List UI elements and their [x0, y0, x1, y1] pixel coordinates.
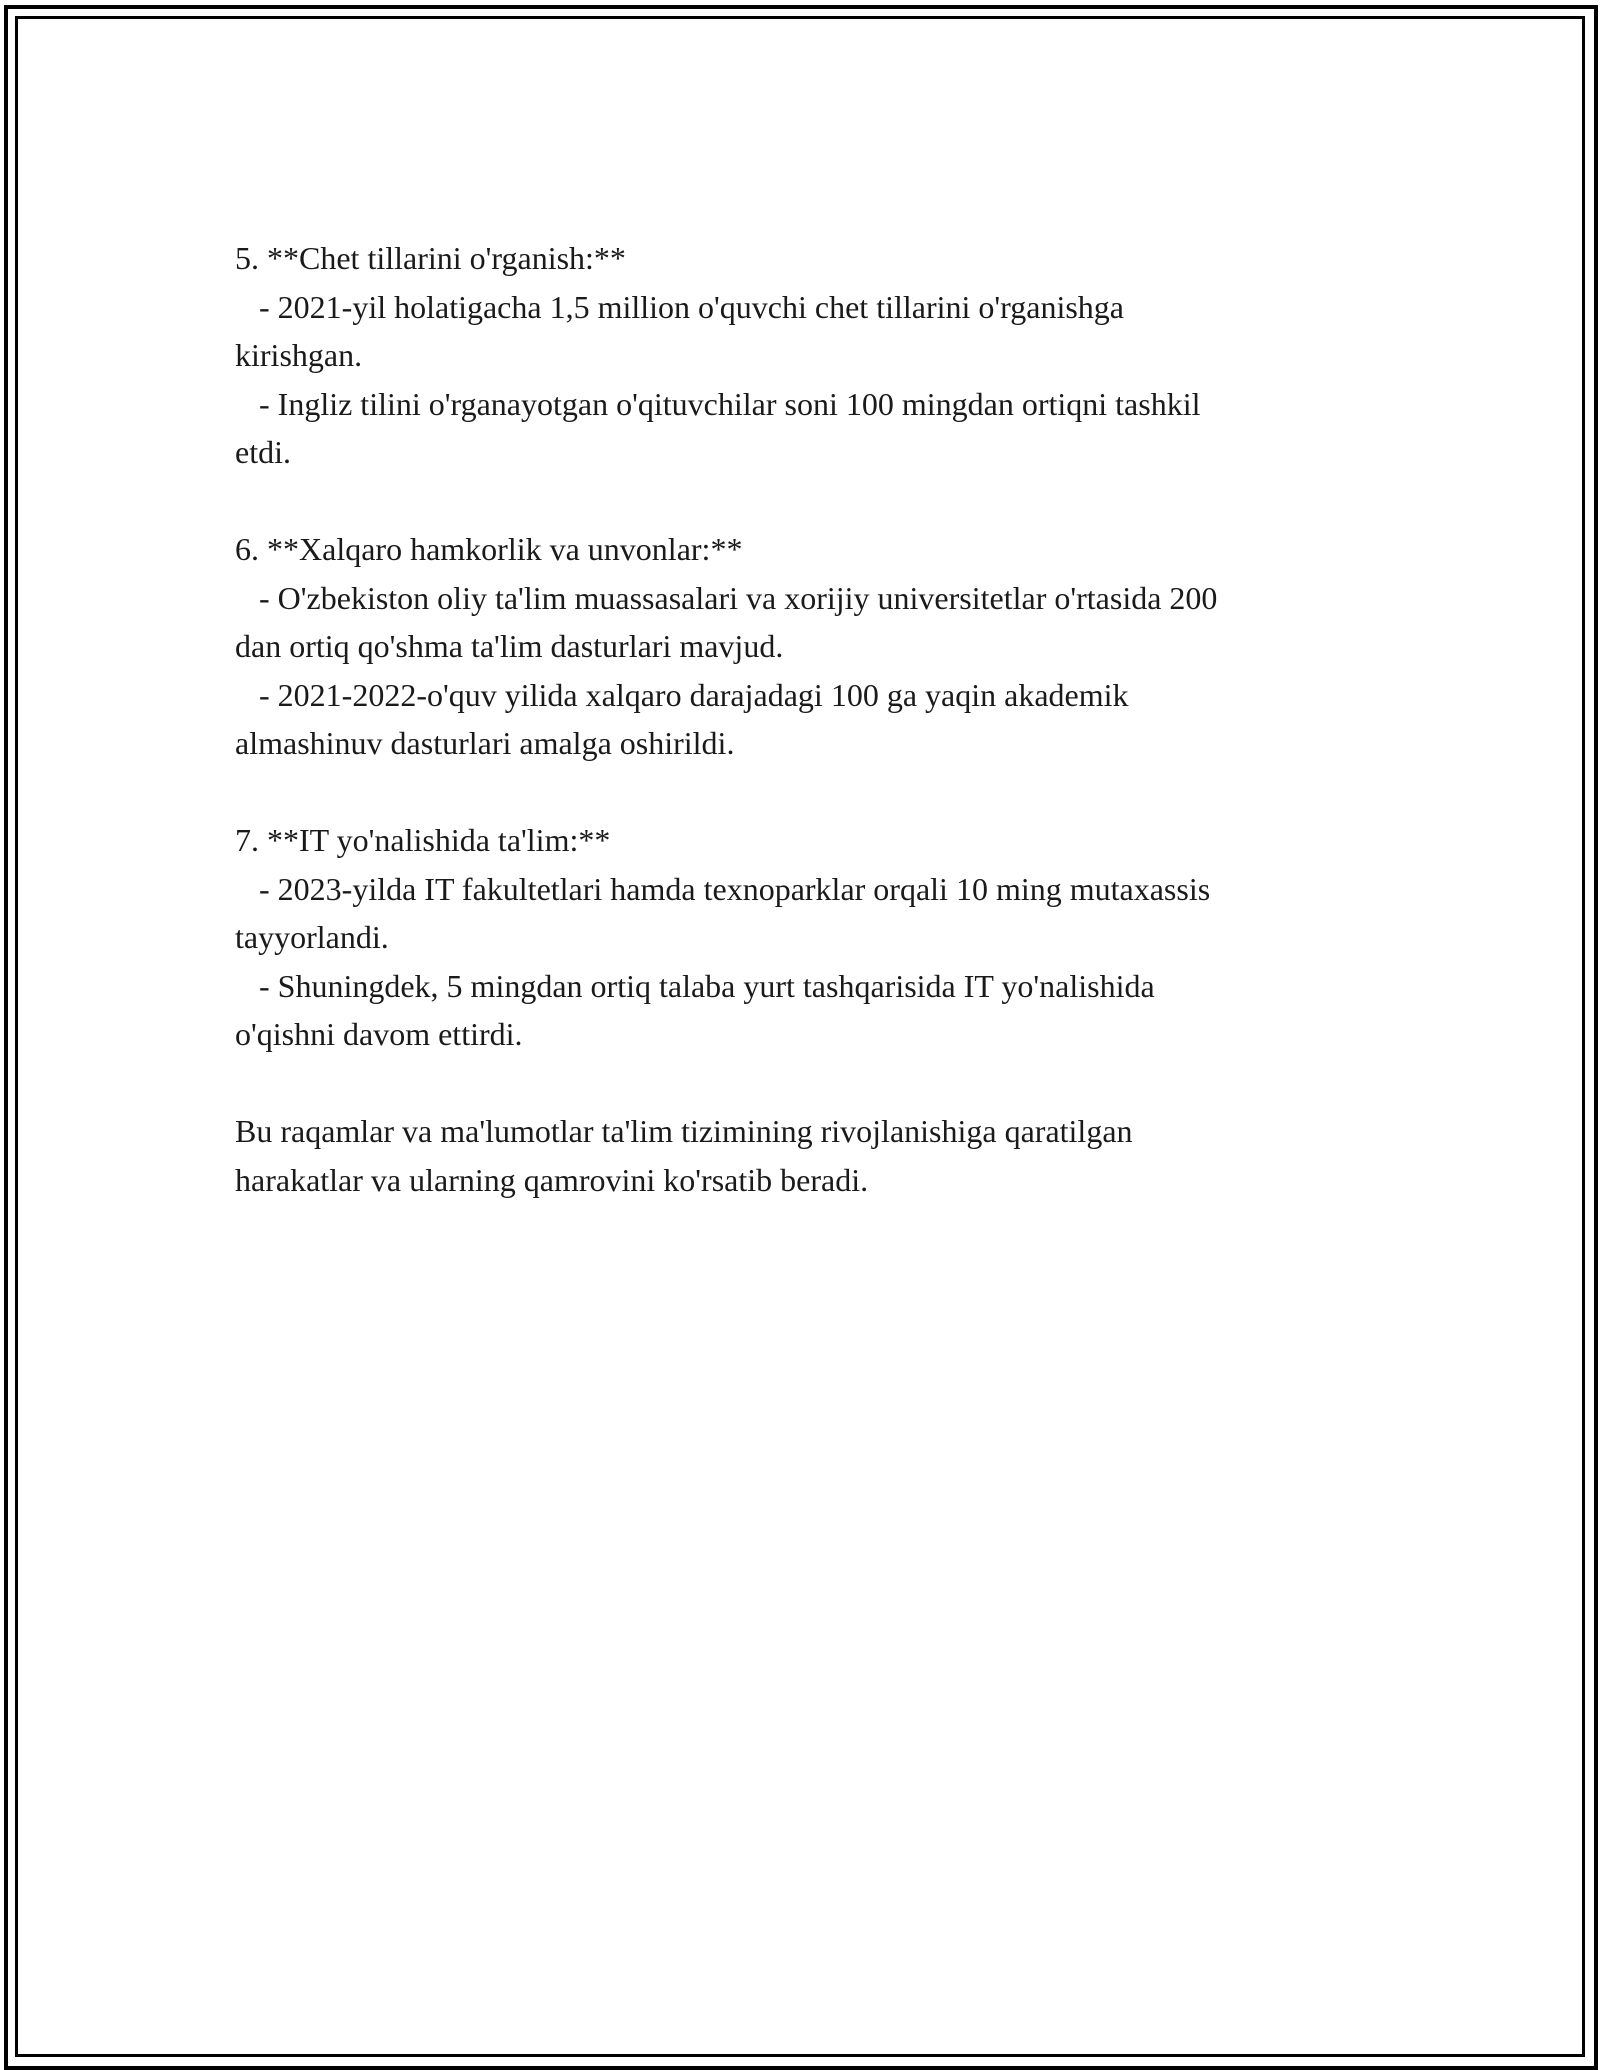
- text-line: kirishgan.: [235, 337, 363, 373]
- text-line: Bu raqamlar va ma'lumotlar ta'lim tizimining rivojlanishiga qaratilgan: [235, 1113, 1133, 1149]
- text-line: o'qishni davom ettirdi.: [235, 1016, 523, 1052]
- text-line: - 2023-yilda IT fakultetlari hamda texnoparklar orqali 10 ming mutaxassis: [235, 870, 1211, 907]
- text-line: - 2021-yil holatigacha 1,5 million o'quvchi chet tillarini o'rganishga: [235, 288, 1124, 325]
- paragraph-gap: [235, 477, 1375, 526]
- text-line: - 2021-2022-o'quv yilida xalqaro darajadagi 100 ga yaqin akademik: [235, 676, 1129, 713]
- text-line: - Shuningdek, 5 mingdan ortiq talaba yurt tashqarisida IT yo'nalishida: [235, 967, 1155, 1004]
- text-line: harakatlar va ularning qamrovini ko'rsatib beradi.: [235, 1161, 869, 1198]
- section-7: [235, 816, 1375, 1059]
- section-5: [235, 234, 1375, 477]
- section-heading: 6. **Xalqaro hamkorlik va unvonlar:**: [235, 531, 743, 567]
- text-line: dan ortiq qo'shma ta'lim dasturlari mavjud.: [235, 628, 784, 664]
- text-line: - O'zbekiston oliy ta'lim muassasalari va xorijiy universitetlar o'rtasida 200: [235, 579, 1218, 616]
- text-line: tayyorlandi.: [235, 919, 389, 955]
- paragraph-gap: [235, 768, 1375, 817]
- text-line: - Ingliz tilini o'rganayotgan o'qituvchilar soni 100 mingdan ortiqni tashkil: [235, 385, 1201, 422]
- conclusion-paragraph: [235, 1107, 1375, 1204]
- text-line: almashinuv dasturlari amalga oshirildi.: [235, 725, 735, 761]
- section-heading: 7. **IT yo'nalishida ta'lim:**: [235, 822, 611, 858]
- document-body: [235, 234, 1375, 1204]
- paragraph-gap: [235, 1059, 1375, 1108]
- section-6: [235, 525, 1375, 768]
- section-heading: 5. **Chet tillarini o'rganish:**: [235, 240, 626, 276]
- text-line: etdi.: [235, 434, 291, 470]
